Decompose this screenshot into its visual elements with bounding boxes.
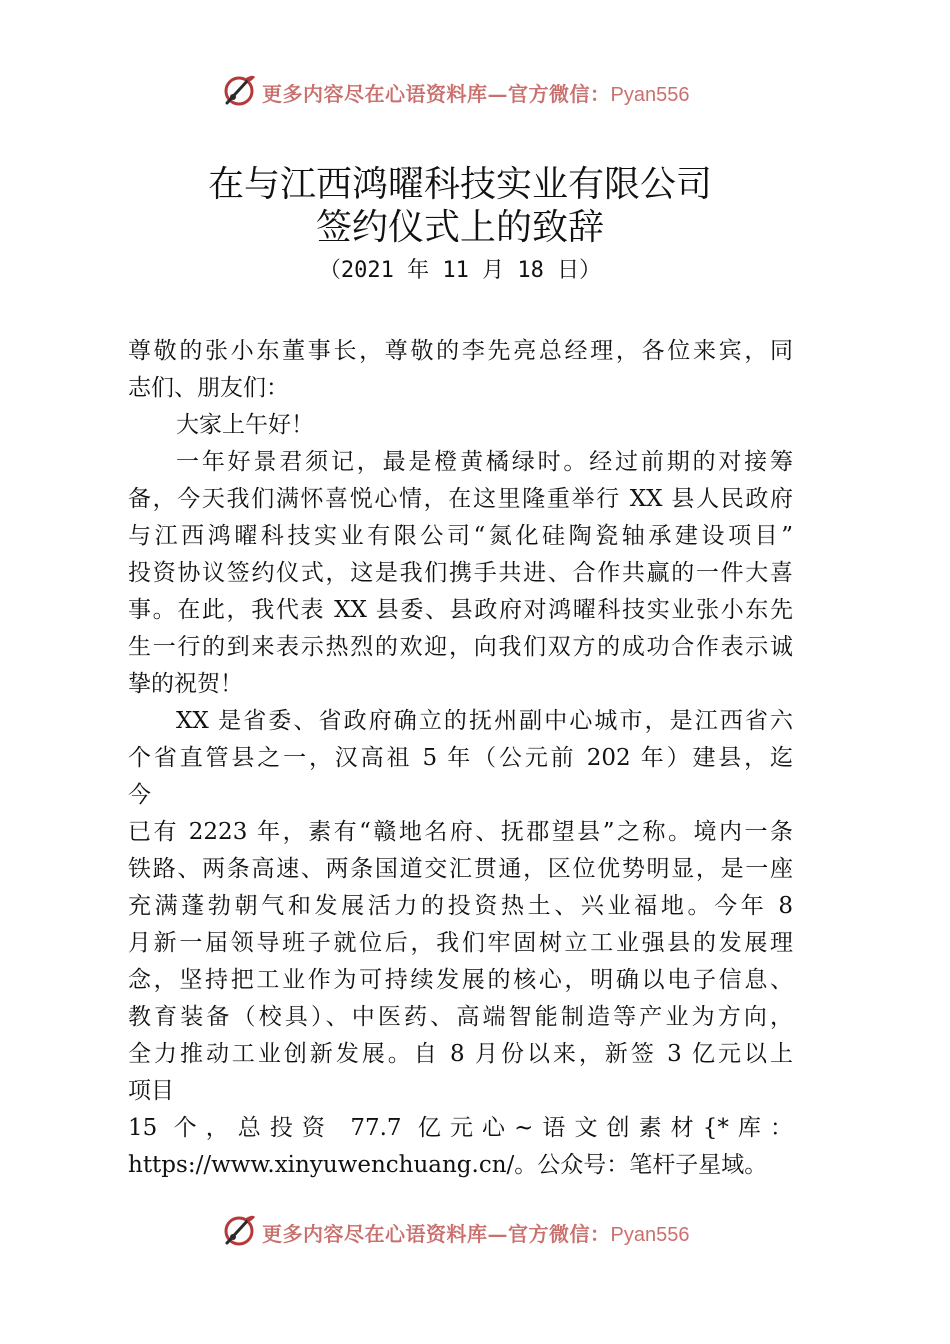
body-line: 尊敬的张小东董事长，尊敬的李先亮总经理，各位来宾，同 [128, 338, 793, 364]
watermark-text [262, 78, 689, 107]
brush-logo-icon [219, 70, 259, 110]
body-line: 今 [128, 782, 151, 808]
body-line: XX 是省委、省政府确立的抚州副中心城市，是江西省六 [176, 708, 793, 734]
document-body [128, 333, 793, 1184]
body-line: 教育装备（校具）、中医药、高端智能制造等产业为方向， [128, 1004, 793, 1030]
body-line: 月新一届领导班子就位后，我们牢固树立工业强县的发展理 [128, 930, 793, 956]
body-line: 与江西鸿曜科技实业有限公司“氮化硅陶瓷轴承建设项目” [128, 523, 793, 549]
footer-watermark-banner [0, 1210, 950, 1254]
watermark-cn-text: 更多内容尽在心语资料库—官方微信： [262, 82, 611, 106]
document-date: （2021 年 11 月 18 日） [318, 258, 602, 283]
body-line: 生一行的到来表示热烈的欢迎，向我们双方的成功合作表示诚 [128, 634, 793, 660]
body-line: https://www.xinyuwenchuang.cn/。公众号：笔杆子星域。 [128, 1152, 768, 1178]
wechat-id: Pyan556 [610, 1224, 690, 1246]
watermark-cn-text: 更多内容尽在心语资料库—官方微信： [262, 1222, 611, 1246]
body-line: 全力推动工业创新发展。自 8 月份以来，新签 3 亿元以上 [128, 1041, 793, 1067]
body-line: 挚的祝贺！ [128, 671, 243, 697]
body-line: 备，今天我们满怀喜悦心情，在这里隆重举行 XX 县人民政府 [128, 486, 793, 512]
body-line: 充满蓬勃朝气和发展活力的投资热土、兴业福地。今年 8 [128, 893, 793, 919]
body-line: 志们、朋友们： [128, 375, 289, 401]
watermark-text [262, 1218, 689, 1247]
body-line: 铁路、两条高速、两条国道交汇贯通，区位优势明显，是一座 [128, 856, 793, 882]
body-line: 个省直管县之一，汉高祖 5 年（公元前 202 年）建县，迄 [128, 745, 793, 771]
body-line: 投资协议签约仪式，这是我们携手共进、合作共赢的一件大喜 [128, 560, 793, 586]
body-line: 已有 2223 年，素有“赣地名府、抚郡望县”之称。境内一条 [128, 819, 793, 845]
body-line: 一年好景君须记，最是橙黄橘绿时。经过前期的对接筹 [176, 449, 793, 475]
body-line: 念，坚持把工业作为可持续发展的核心，明确以电子信息、 [128, 967, 793, 993]
document-title-line-2: 签约仪式上的致辞 [315, 207, 604, 248]
brush-logo-icon [219, 1210, 259, 1250]
body-line: 大家上午好！ [176, 412, 314, 438]
body-line: 项目 [128, 1078, 174, 1104]
body-line: 事。在此，我代表 XX 县委、县政府对鸿曜科技实业张小东先 [128, 597, 793, 623]
wechat-id: Pyan556 [610, 84, 690, 106]
body-line: 15 个，总投资 77.7 亿元心~语文创素材{*库： [128, 1115, 793, 1141]
document-title-line-1: 在与江西鸿曜科技实业有限公司 [207, 164, 712, 205]
header-watermark-banner [0, 70, 950, 114]
